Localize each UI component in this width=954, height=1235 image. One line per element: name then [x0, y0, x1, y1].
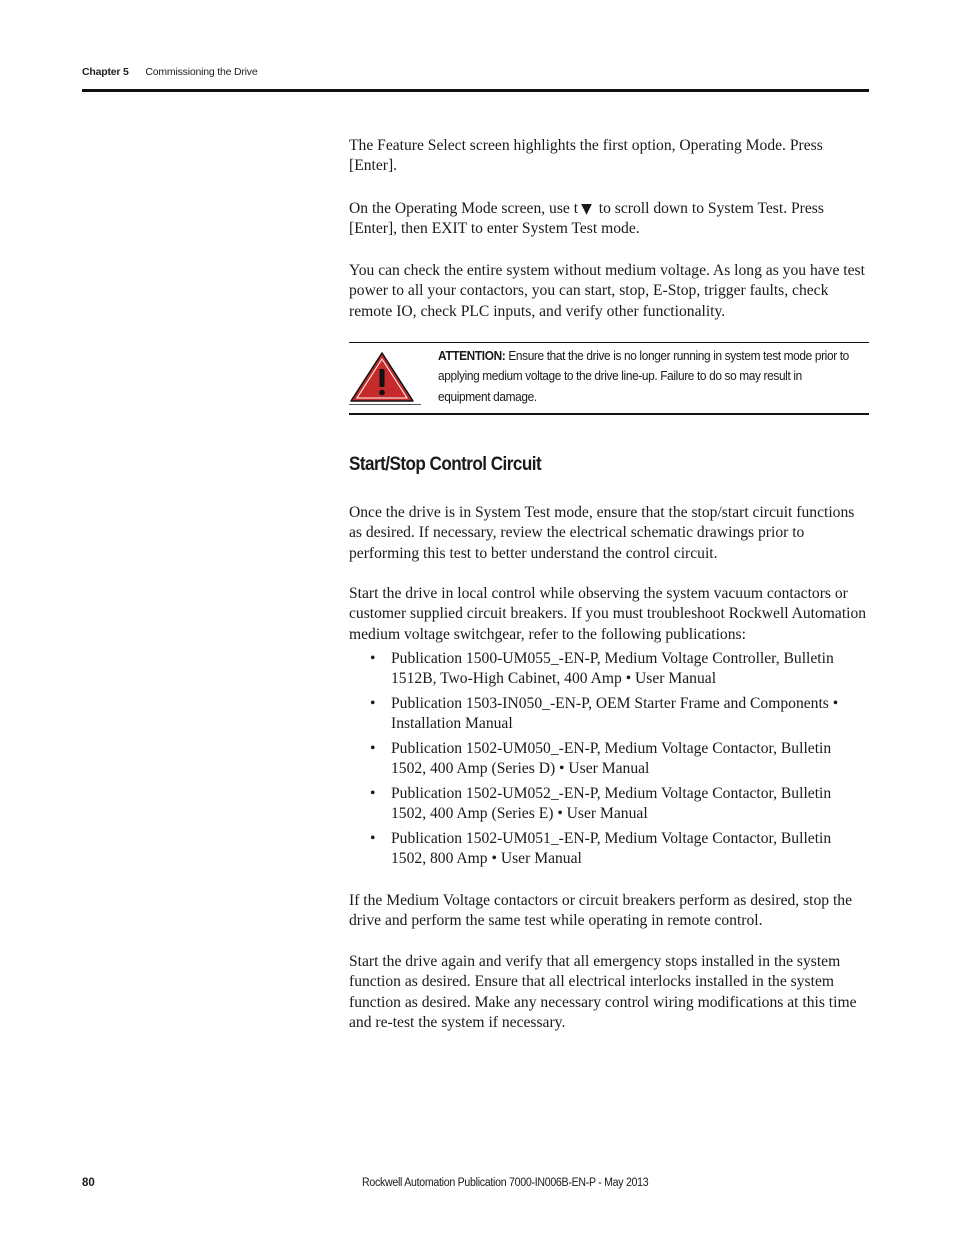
- list-item: • Publication 1502-UM052_-EN-P, Medium Voltage Contactor, Bulletin 1502, 400 Amp (Series E) • User Manual: [349, 784, 870, 825]
- publication-list: [349, 649, 870, 874]
- running-header: [82, 66, 257, 78]
- paragraph-operating-mode-end: to scroll down to System Test. Press [Enter], then EXIT to enter System Test mode.: [349, 200, 824, 238]
- list-item: • Publication 1500-UM055_-EN-P, Medium Voltage Controller, Bulletin 1512B, Two-High Cabinet, 400 Amp • User Manual: [349, 649, 870, 690]
- paragraph-operating-mode: [349, 199, 870, 240]
- chapter-title: Commissioning the Drive: [145, 66, 258, 78]
- attention-text: [438, 346, 852, 407]
- warning-triangle-icon: [349, 351, 421, 407]
- section-heading: Start/Stop Control Circuit: [349, 454, 542, 475]
- list-item: • Publication 1502-UM050_-EN-P, Medium Voltage Contactor, Bulletin 1502, 400 Amp (Series D) • User Manual: [349, 739, 870, 780]
- paragraph-remote-control: If the Medium Voltage contactors or circuit breakers perform as desired, stop the drive and perform the same test while operating in remote control.: [349, 892, 853, 930]
- paragraph-system-test-mode: Once the drive is in System Test mode, ensure that the stop/start circuit functions as desired. If necessary, review the electrical schematic drawings prior to performing this test to better understand the control circuit.: [349, 504, 855, 562]
- attention-box: [349, 342, 869, 415]
- attention-label: ATTENTION:: [438, 348, 506, 363]
- chapter-label: Chapter 5: [82, 66, 129, 78]
- paragraph-system-check: You can check the entire system without medium voltage. As long as you have test power to all your contactors, you can start, stop, E-Stop, trigger faults, check remote IO, check PLC inputs, and verify other functionality.: [349, 262, 865, 320]
- list-item: • Publication 1503-IN050_-EN-P, OEM Starter Frame and Components • Installation Manual: [349, 694, 870, 735]
- paragraph-operating-mode-start: On the Operating Mode screen, use t: [349, 200, 579, 217]
- header-rule: [82, 89, 869, 92]
- page-number: 80: [82, 1177, 95, 1189]
- footer-publication: Rockwell Automation Publication 7000-IN006B-EN-P - May 2013: [362, 1177, 649, 1189]
- list-item: • Publication 1502-UM051_-EN-P, Medium Voltage Contactor, Bulletin 1502, 800 Amp • User Manual: [349, 829, 870, 870]
- attention-message: Ensure that the drive is no longer running in system test mode prior to applying medium voltage to the drive line-up. Failure to do so may result in equipment damage.: [438, 348, 849, 404]
- paragraph-emergency-stops: Start the drive again and verify that all emergency stops installed in the system function as desired. Ensure that all electrical interlocks installed in the system function as desired. Make any necessary control wiring modifications at this time and re-test the system if necessary.: [349, 953, 857, 1031]
- down-arrow-icon: ▼: [581, 201, 592, 217]
- paragraph-feature-select: The Feature Select screen highlights the first option, Operating Mode. Press [Enter].: [349, 137, 823, 175]
- paragraph-local-control: Start the drive in local control while observing the system vacuum contactors or customer supplied circuit breakers. If you must troubleshoot Rockwell Automation medium voltage switchgear, refer to the following publications:: [349, 585, 867, 643]
